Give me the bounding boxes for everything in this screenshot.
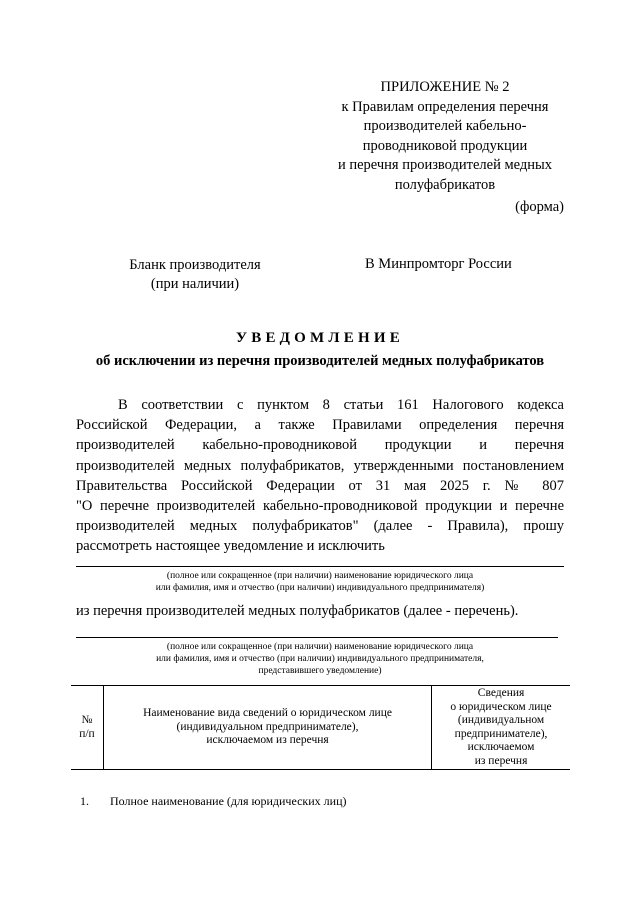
header-line: (индивидуальном предпринимателе),	[176, 720, 359, 733]
header-line: п/п	[79, 727, 95, 740]
item-label: Полное наименование (для юридических лиц)	[110, 794, 347, 808]
body-line: производителей медных полуфабрикатов, утвержденными постановлением	[76, 457, 564, 474]
body-line: производителей кабельно-проводниковой продукции и перечня	[76, 437, 564, 454]
column-header-info-type	[103, 686, 431, 770]
letterhead-line: (при наличии)	[150, 276, 240, 292]
header-line: №	[81, 714, 93, 726]
appendix-line: и перечня производителей медных	[337, 157, 553, 173]
item-number: 1.	[80, 794, 89, 808]
exclusion-text: из перечня производителей медных полуфабрикатов (далее - перечень).	[76, 603, 519, 619]
fill-in-line[interactable]	[76, 566, 564, 567]
header-line: исключаемом из перечня	[206, 734, 329, 747]
list-item	[80, 794, 347, 809]
appendix-line: полуфабрикатов	[394, 176, 496, 193]
body-line: В соответствии с пунктом 8 статьи 161 Налогового кодекса	[118, 397, 564, 413]
information-table	[71, 685, 570, 770]
header-line: Наименование вида сведений о юридическом лице	[143, 707, 392, 720]
body-line: "О перечне производителей кабельно-проводниковой продукции и перечне	[76, 497, 564, 514]
header-line: исключаемом	[467, 741, 535, 753]
header-line: предпринимателе),	[454, 727, 548, 740]
column-header-number	[71, 686, 103, 770]
document-subtitle: об исключении из перечня производителей медных полуфабрикатов	[95, 353, 545, 369]
appendix-line: проводниковой продукции	[362, 137, 528, 154]
caption-line: или фамилия, имя и отчество (при наличии) индивидуального предпринимателя,	[156, 654, 484, 664]
letterhead-line: Бланк производителя	[129, 257, 261, 273]
addressee: В Минпромторг России	[365, 256, 512, 272]
header-line: о юридическом лице	[450, 700, 552, 713]
caption-line: или фамилия, имя и отчество (при наличии) индивидуального предпринимателя)	[155, 583, 485, 593]
form-label: (форма)	[515, 199, 564, 215]
table-header-row	[71, 686, 570, 770]
header-line: из перечня	[474, 754, 528, 767]
caption-line: (полное или сокращенное (при наличии) наименование юридического лица	[166, 642, 474, 652]
body-line: рассмотреть настоящее уведомление и исключить	[76, 538, 385, 555]
header-line: (индивидуальном	[457, 714, 545, 726]
appendix-line: ПРИЛОЖЕНИЕ № 2	[380, 79, 510, 95]
fill-in-line[interactable]	[76, 637, 558, 638]
fill-in-caption	[76, 570, 564, 594]
document-title: УВЕДОМЛЕНИЕ	[236, 330, 404, 346]
appendix-line: производителей кабельно-	[363, 118, 527, 134]
caption-line: представившего уведомление)	[258, 666, 382, 676]
fill-in-caption	[76, 641, 564, 677]
body-line: производителей медных полуфабрикатов" (далее - Правила), прошу	[76, 518, 564, 535]
caption-line: (полное или сокращенное (при наличии) наименование юридического лица	[166, 571, 474, 581]
column-header-info-details	[432, 686, 570, 770]
body-line: Российской Федерации, а также Правилами определения перечня	[76, 417, 564, 434]
body-line: Правительства Российской Федерации от 31 мая 2025 г. № 807	[76, 477, 564, 494]
header-line: Сведения	[477, 687, 525, 699]
manufacturer-letterhead	[110, 256, 280, 294]
appendix-line: к Правилам определения перечня	[341, 98, 549, 115]
body-paragraph	[76, 395, 564, 557]
appendix-block	[330, 78, 560, 195]
